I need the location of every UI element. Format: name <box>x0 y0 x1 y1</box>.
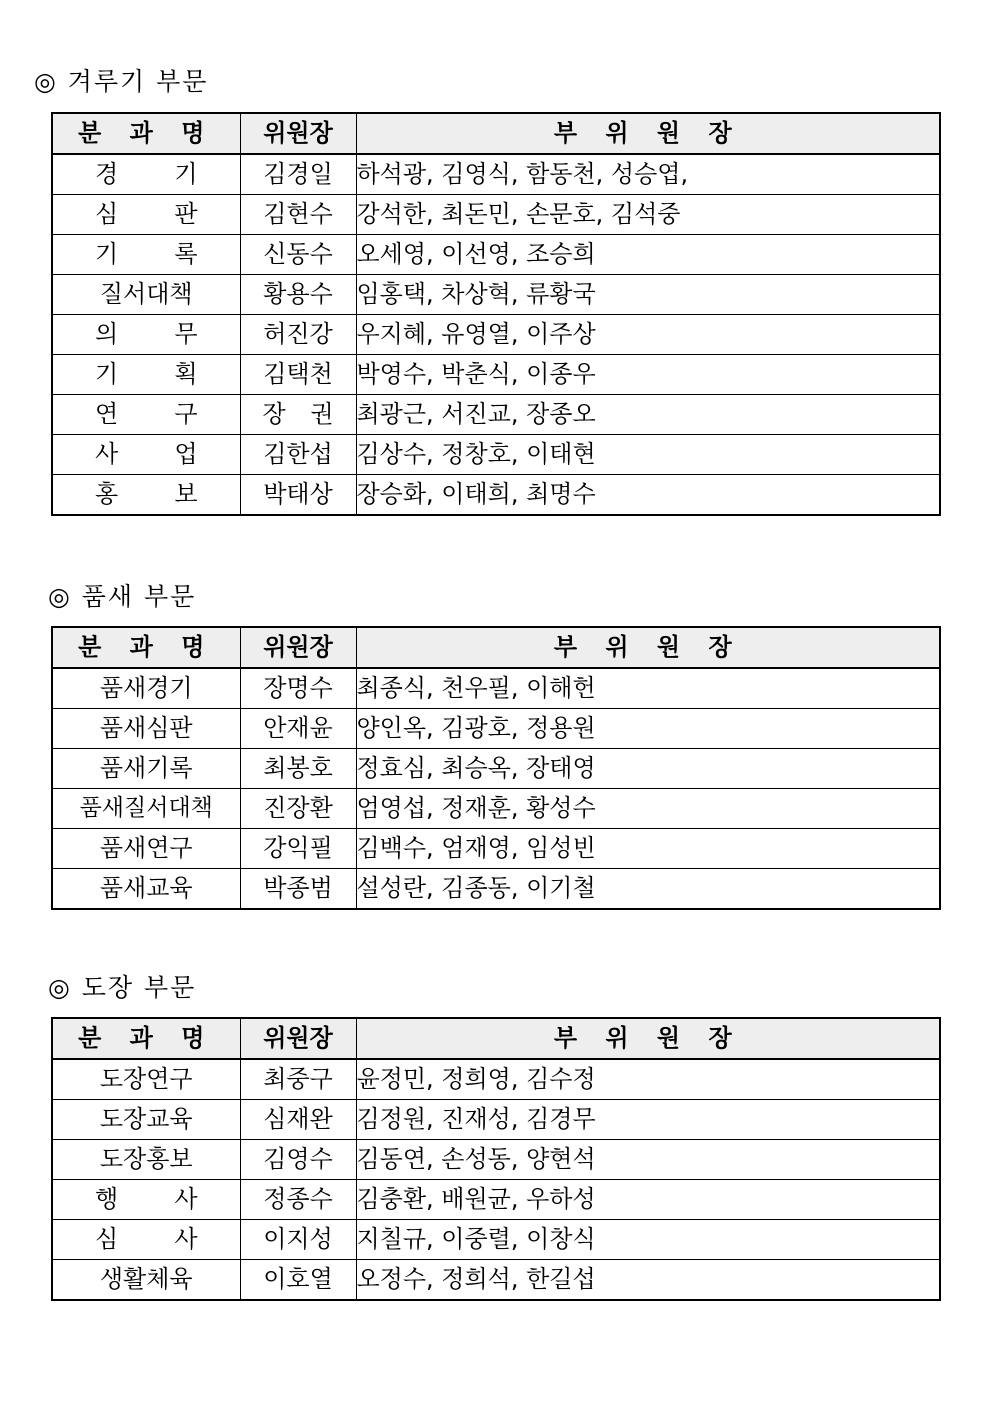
vice-chair-list: 김상수, 정창호, 이태현 <box>356 435 940 475</box>
table-row <box>52 395 940 435</box>
chair-name: 박태상 <box>240 475 356 516</box>
table-row <box>52 789 940 829</box>
vice-chair-list: 지칠규, 이중렬, 이창식 <box>356 1220 940 1260</box>
table-row <box>52 1059 940 1100</box>
header-chair: 위원장 <box>240 1018 356 1059</box>
header-chair: 위원장 <box>240 627 356 668</box>
table-row <box>52 195 940 235</box>
division-name: 행 사 <box>52 1180 240 1220</box>
section-title-poomsae: ◎ 품새 부문 <box>48 582 197 611</box>
chair-name: 김경일 <box>240 154 356 195</box>
division-name: 생활체육 <box>52 1260 240 1301</box>
header-division: 분 과 명 <box>52 1018 240 1059</box>
chair-name: 허진강 <box>240 315 356 355</box>
division-name: 심 사 <box>52 1220 240 1260</box>
division-name: 연 구 <box>52 395 240 435</box>
table-row <box>52 355 940 395</box>
chair-name: 장 권 <box>240 395 356 435</box>
chair-name: 심재완 <box>240 1100 356 1140</box>
table-row <box>52 709 940 749</box>
chair-name: 최봉호 <box>240 749 356 789</box>
vice-chair-list: 설성란, 김종동, 이기철 <box>356 869 940 910</box>
vice-chair-list: 김동연, 손성동, 양현석 <box>356 1140 940 1180</box>
table-row <box>52 1220 940 1260</box>
table-row <box>52 749 940 789</box>
vice-chair-list: 엄영섭, 정재훈, 황성수 <box>356 789 940 829</box>
vice-chair-list: 박영수, 박춘식, 이종우 <box>356 355 940 395</box>
division-name: 기 록 <box>52 235 240 275</box>
vice-chair-list: 최광근, 서진교, 장종오 <box>356 395 940 435</box>
chair-name: 김택천 <box>240 355 356 395</box>
division-name: 홍 보 <box>52 475 240 516</box>
header-vice-chairs: 부 위 원 장 <box>356 627 940 668</box>
table-row <box>52 235 940 275</box>
division-name: 품새연구 <box>52 829 240 869</box>
chair-name: 황용수 <box>240 275 356 315</box>
sparring-committee-table <box>51 112 941 516</box>
vice-chair-list: 우지혜, 유영열, 이주상 <box>356 315 940 355</box>
table-row <box>52 475 940 516</box>
division-name: 질서대책 <box>52 275 240 315</box>
vice-chair-list: 김백수, 엄재영, 임성빈 <box>356 829 940 869</box>
chair-name: 김영수 <box>240 1140 356 1180</box>
chair-name: 신동수 <box>240 235 356 275</box>
vice-chair-list: 김정원, 진재성, 김경무 <box>356 1100 940 1140</box>
table-row <box>52 829 940 869</box>
division-name: 품새심판 <box>52 709 240 749</box>
chair-name: 이호열 <box>240 1260 356 1301</box>
division-name: 품새질서대책 <box>52 789 240 829</box>
table-header-row <box>52 113 940 154</box>
vice-chair-list: 강석한, 최돈민, 손문호, 김석중 <box>356 195 940 235</box>
vice-chair-list: 양인옥, 김광호, 정용원 <box>356 709 940 749</box>
vice-chair-list: 오정수, 정희석, 한길섭 <box>356 1260 940 1301</box>
dojang-committee-table <box>51 1017 941 1301</box>
chair-name: 안재윤 <box>240 709 356 749</box>
division-name: 의 무 <box>52 315 240 355</box>
division-name: 사 업 <box>52 435 240 475</box>
chair-name: 이지성 <box>240 1220 356 1260</box>
vice-chair-list: 윤정민, 정희영, 김수정 <box>356 1059 940 1100</box>
table-row <box>52 154 940 195</box>
chair-name: 정종수 <box>240 1180 356 1220</box>
table-row <box>52 1260 940 1301</box>
vice-chair-list: 정효심, 최승옥, 장태영 <box>356 749 940 789</box>
poomsae-committee-table <box>51 626 941 910</box>
header-division: 분 과 명 <box>52 113 240 154</box>
division-name: 품새기록 <box>52 749 240 789</box>
division-name: 품새경기 <box>52 668 240 709</box>
vice-chair-list: 하석광, 김영식, 함동천, 성승엽, <box>356 154 940 195</box>
chair-name: 장명수 <box>240 668 356 709</box>
division-name: 도장교육 <box>52 1100 240 1140</box>
chair-name: 진장환 <box>240 789 356 829</box>
header-division: 분 과 명 <box>52 627 240 668</box>
division-name: 경 기 <box>52 154 240 195</box>
chair-name: 최중구 <box>240 1059 356 1100</box>
table-row <box>52 435 940 475</box>
table-row <box>52 869 940 910</box>
vice-chair-list: 김충환, 배원균, 우하성 <box>356 1180 940 1220</box>
table-header-row <box>52 1018 940 1059</box>
table-row <box>52 315 940 355</box>
division-name: 도장홍보 <box>52 1140 240 1180</box>
header-chair: 위원장 <box>240 113 356 154</box>
division-name: 심 판 <box>52 195 240 235</box>
chair-name: 박종범 <box>240 869 356 910</box>
table-row <box>52 1100 940 1140</box>
table-header-row <box>52 627 940 668</box>
vice-chair-list: 장승화, 이태희, 최명수 <box>356 475 940 516</box>
table-row <box>52 1180 940 1220</box>
section-title-sparring: ◎ 겨루기 부문 <box>34 67 209 96</box>
header-vice-chairs: 부 위 원 장 <box>356 113 940 154</box>
table-row <box>52 668 940 709</box>
table-row <box>52 1140 940 1180</box>
header-vice-chairs: 부 위 원 장 <box>356 1018 940 1059</box>
chair-name: 김한섭 <box>240 435 356 475</box>
table-row <box>52 275 940 315</box>
division-name: 기 획 <box>52 355 240 395</box>
vice-chair-list: 임홍택, 차상혁, 류황국 <box>356 275 940 315</box>
chair-name: 김현수 <box>240 195 356 235</box>
chair-name: 강익필 <box>240 829 356 869</box>
vice-chair-list: 최종식, 천우필, 이해헌 <box>356 668 940 709</box>
division-name: 품새교육 <box>52 869 240 910</box>
division-name: 도장연구 <box>52 1059 240 1100</box>
vice-chair-list: 오세영, 이선영, 조승희 <box>356 235 940 275</box>
section-title-dojang: ◎ 도장 부문 <box>48 973 197 1002</box>
